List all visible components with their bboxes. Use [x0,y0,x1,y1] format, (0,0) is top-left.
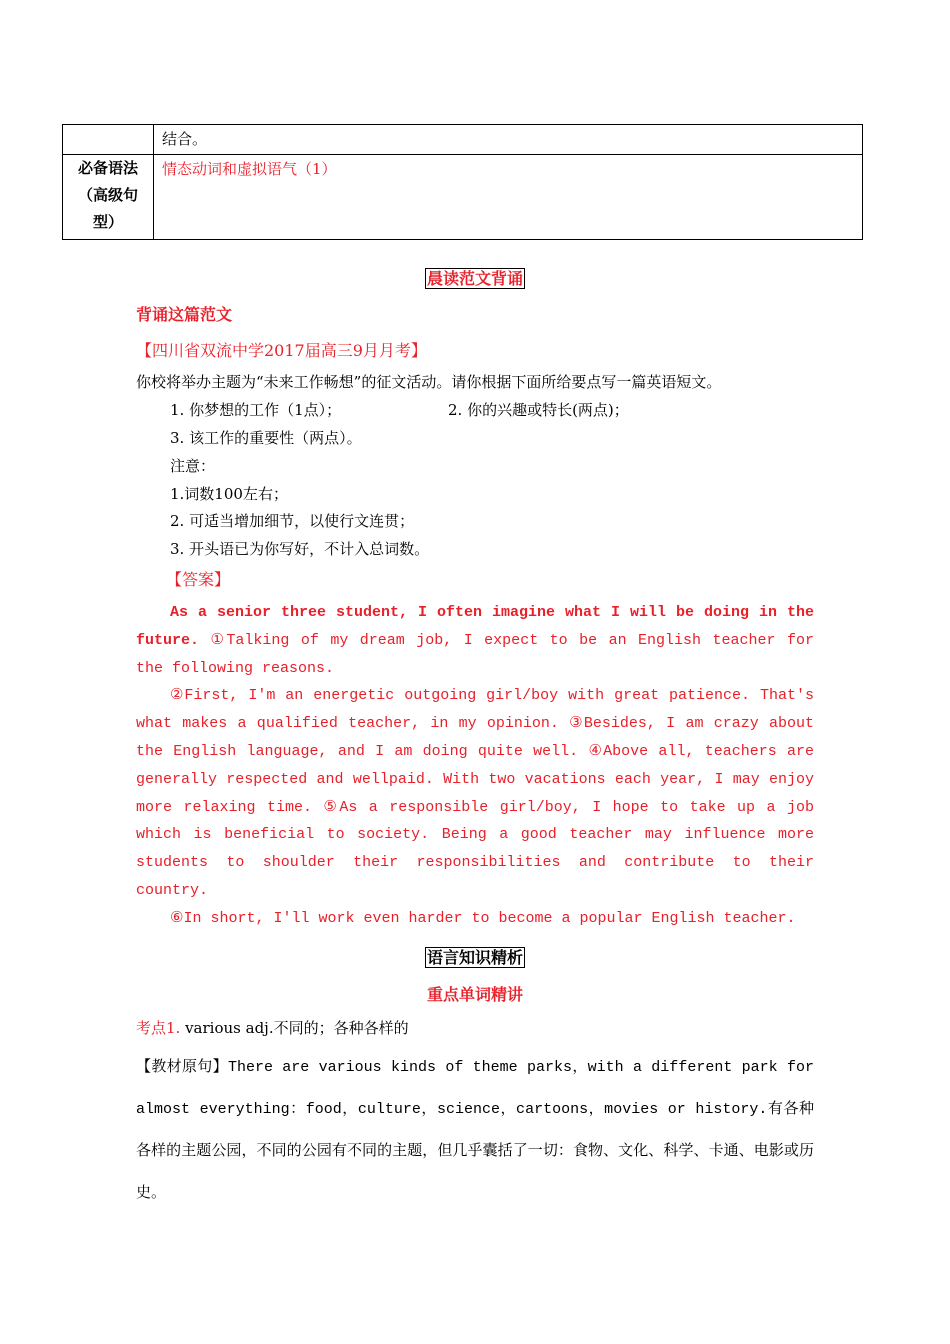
grammar-label: 必备语法（高级句型） [63,155,154,240]
textbook-sentence: 【教材原句】There are various kinds of theme parks，with a different park for almost everything：food，culture，science，cartoons，movies or history.有各种各样的主题公园，不同的公园有不同的主题，但几乎囊括了一切：食物、文化、科学、卡通、电影或历史。 [136,1057,814,1202]
table-row [63,125,863,155]
essay-paragraph: ②First, I'm an energetic outgoing girl/boy with great patience. That's what makes a qualified teacher, in my opinion. ③Besides, I am crazy about the English language, and I am doing quite well. ④Above all, teachers are generally respected and wellpaid. With two vacations each year, I may enjoy more relaxing time. ⑤As a responsible girl/boy, I hope to take up a job which is beneficial to society. Being a good teacher may influence more students to shoulder their responsibilities and contribute to their country. [136,687,814,899]
notes-label: 注意： [170,457,216,475]
info-table [62,124,863,240]
section-title: 晨读范文背诵 [426,269,523,288]
point-3: 3. 该工作的重要性（两点）。 [170,429,362,447]
model-essay [136,599,814,933]
table-cell-empty [63,125,154,155]
essay-opening: As a senior three student, I often imagine what I will be doing in the future. [136,604,814,649]
kaodian: 考点1. various adj.不同的；各种各样的 [136,1019,409,1037]
note-3: 3. 开头语已为你写好，不计入总词数。 [170,540,430,558]
table-cell: 结合。 [154,125,863,155]
point-2: 2. 你的兴趣或特长(两点)； [448,401,629,419]
note-2: 2. 可适当增加细节，以使行文连贯； [170,512,415,530]
recite-heading: 背诵这篇范文 [136,305,233,324]
section-title: 语言知识精析 [426,948,523,967]
table-row [63,155,863,240]
section-subtitle: 重点单词精讲 [426,985,523,1004]
essay-paragraph: ⑥In short, I'll work even harder to become a popular English teacher. [170,909,796,927]
writing-prompt: 你校将举办主题为“未来工作畅想”的征文活动。请你根据下面所给要点写一篇英语短文。 [136,373,722,391]
note-1: 1.词数100左右； [170,485,288,503]
answer-label: 【答案】 [166,570,231,589]
grammar-topic: 情态动词和虚拟语气（1） [154,155,863,240]
point-1: 1. 你梦想的工作（1点）； [170,401,342,419]
essay-paragraph [136,599,814,682]
source-label: 【四川省双流中学2017届高三9月月考】 [136,341,427,360]
essay-text: ①Talking of my dream job, I expect to be an English teacher for the following reasons. [136,631,814,677]
